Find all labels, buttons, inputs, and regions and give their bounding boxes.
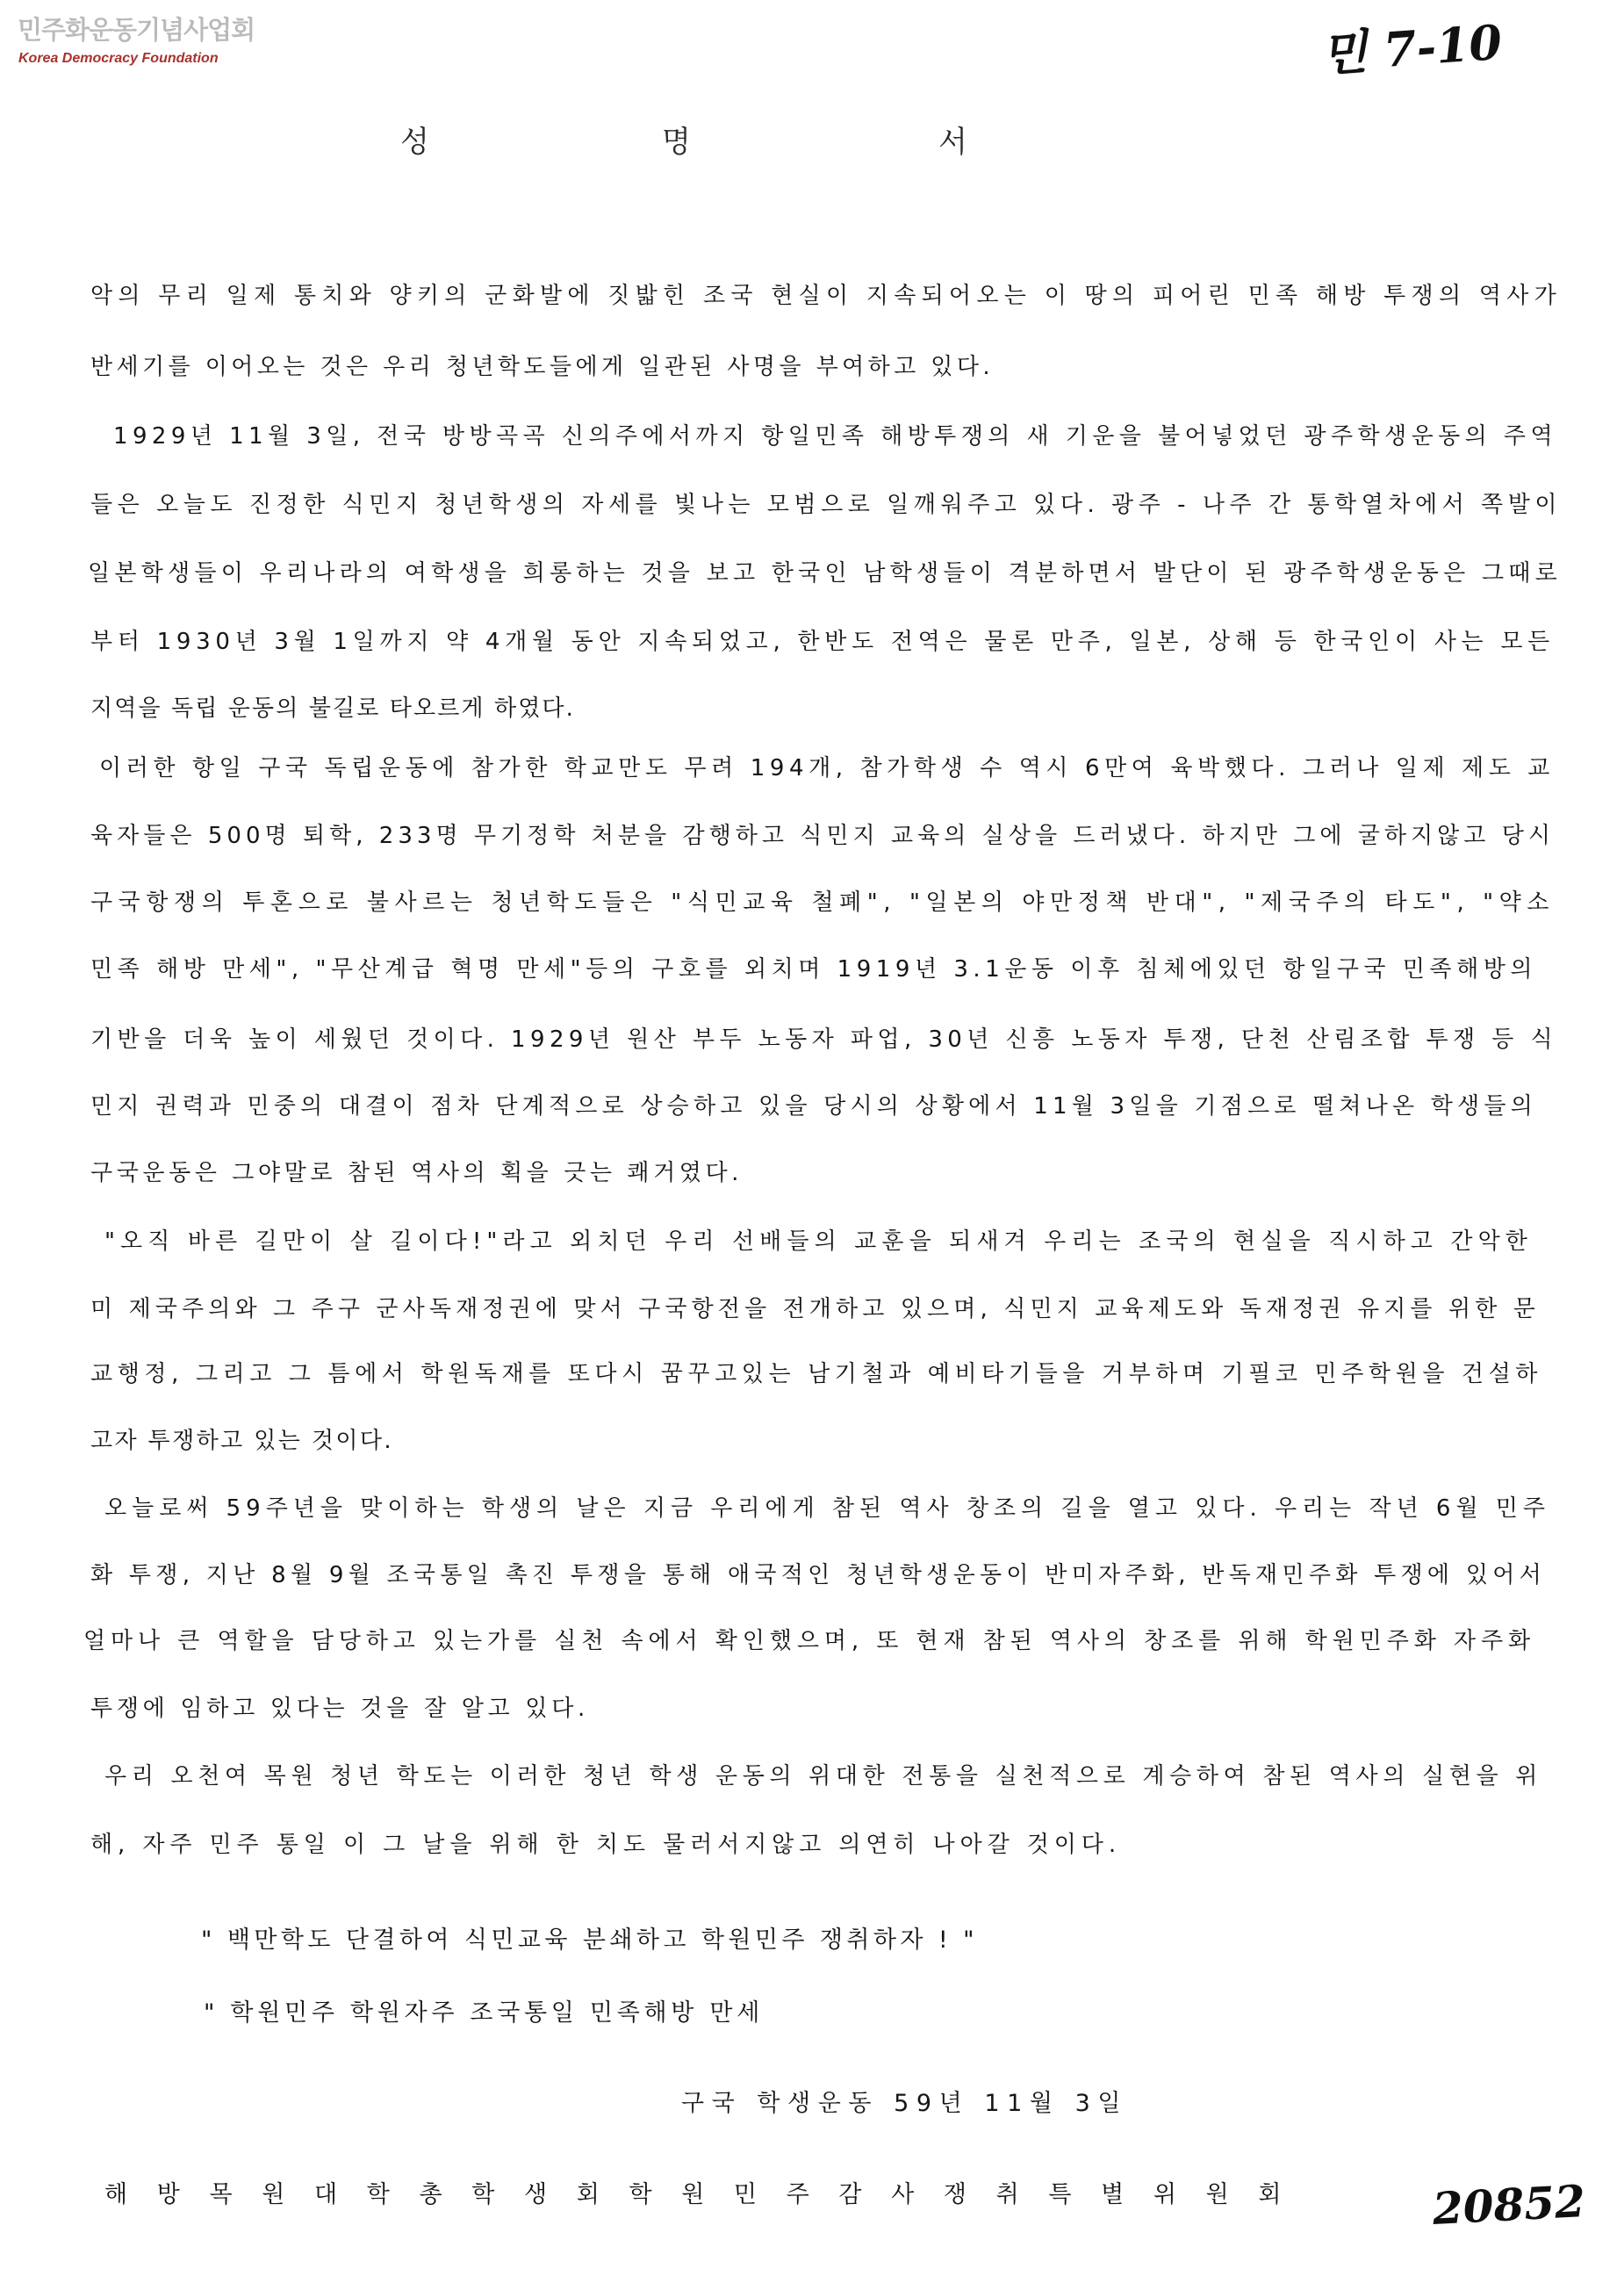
line-text: 구국항쟁의 투혼으로 불사르는 청년학도들은 "식민교육 철폐", "일본의 야만정책 반대", "제국주의 타도", "약소 xyxy=(90,889,1555,916)
line-text: 구국운동은 그야말로 참된 역사의 획을 긋는 쾌거였다. xyxy=(90,1160,743,1186)
line-text: 오늘로써 59주년을 맞이하는 학생의 날은 지금 우리에게 참된 역사 창조의 길을 열고 있다. 우리는 작년 6월 민주 xyxy=(104,1495,1550,1522)
line-text: 이러한 항일 구국 독립운동에 참가한 학교만도 무려 194개, 참가학생 수 역시 6만여 육박했다. 그러나 일제 제도 교 xyxy=(99,755,1555,781)
line-text: 육자들은 500명 퇴학, 233명 무기정학 처분을 감행하고 식민지 교육의 실상을 드러냈다. 하지만 그에 굴하지않고 당시 xyxy=(90,823,1555,849)
text-line xyxy=(99,753,1555,783)
line-text: 들은 오늘도 진정한 식민지 청년학생의 자세를 빛나는 모범으로 일깨워주고 있다. 광주 - 나주 간 통학열차에서 쪽발이 xyxy=(90,492,1562,518)
line-text: 얼마나 큰 역할을 담당하고 있는가를 실천 속에서 확인했으며, 또 현재 참된 역사의 창조를 위해 학원민주화 자주화 xyxy=(83,1628,1535,1654)
text-line xyxy=(90,1426,393,1456)
slogan-text: " 백만학도 단결하여 식민교육 분쇄하고 학원민주 쟁취하자 ! " xyxy=(201,1927,978,1954)
title-char: 서 xyxy=(938,125,967,160)
line-text: 투쟁에 임하고 있다는 것을 잘 알고 있다. xyxy=(90,1696,589,1722)
line-text: 미 제국주의와 그 주구 군사독재정권에 맞서 구국항전을 전개하고 있으며, 식민지 교육제도와 독재정권 유지를 위한 문 xyxy=(90,1296,1540,1322)
line-text: 지역을 독립 운동의 불길로 타오르게 하였다. xyxy=(90,695,575,722)
line-text: "오직 바른 길만이 살 길이다!"라고 외치던 우리 선배들의 교훈을 되새겨 우리는 조국의 현실을 직시하고 간악한 xyxy=(104,1228,1533,1255)
text-line xyxy=(90,281,1562,311)
line-text: 민족 해방 만세", "무산계급 혁명 만세"등의 구호를 외치며 1919년 3.1운동 이후 침체에있던 항일구국 민족해방의 xyxy=(90,956,1537,983)
line-text: 기반을 더욱 높이 세웠던 것이다. 1929년 원산 부두 노동자 파업, 30년 신흥 노동자 투쟁, 단천 산림조합 투쟁 등 식 xyxy=(90,1026,1557,1053)
text-line xyxy=(104,1761,1542,1791)
slogan-line xyxy=(204,1999,764,2028)
watermark-english-text: Korea Democracy Foundation xyxy=(18,51,219,66)
text-line xyxy=(90,1091,1537,1121)
line-text: 반세기를 이어오는 것은 우리 청년학도들에게 일관된 사명을 부여하고 있다. xyxy=(90,354,994,380)
slogan-text: " 학원민주 학원자주 조국통일 민족해방 만세 xyxy=(204,1999,764,2027)
text-line xyxy=(104,1494,1550,1523)
line-text: 해, 자주 민주 통일 이 그 날을 위해 한 치도 물러서지않고 의연히 나아갈 것이다. xyxy=(90,1832,1121,1858)
text-line xyxy=(90,1560,1546,1590)
text-line xyxy=(113,421,1557,451)
title-char: 성 xyxy=(400,125,429,160)
text-line xyxy=(83,1626,1535,1656)
line-text: 악의 무리 일제 통치와 양키의 군화발에 짓밟힌 조국 현실이 지속되어오는 이 땅의 피어린 민족 해방 투쟁의 역사가 xyxy=(90,283,1562,309)
line-text: 민지 권력과 민중의 대결이 점차 단계적으로 상승하고 있을 당시의 상황에서 11월 3일을 기점으로 떨쳐나온 학생들의 xyxy=(90,1093,1537,1120)
line-text: 교행정, 그리고 그 틈에서 학원독재를 또다시 꿈꾸고있는 남기철과 예비타기들을 거부하며 기필코 민주학원을 건설하 xyxy=(90,1361,1542,1387)
text-line xyxy=(90,1830,1121,1860)
text-line xyxy=(90,627,1555,657)
text-line xyxy=(90,490,1562,520)
title-char: 명 xyxy=(662,125,691,160)
text-line xyxy=(90,1359,1542,1389)
text-line xyxy=(104,1227,1533,1257)
text-line xyxy=(90,954,1537,984)
line-text: 일본학생들이 우리나라의 여학생을 희롱하는 것을 보고 한국인 남학생들이 격분하면서 발단이 된 광주학생운동은 그때로 xyxy=(88,560,1562,587)
watermark-korean-text: 민주화운동기념사업회 xyxy=(18,15,255,45)
line-text: 고자 투쟁하고 있는 것이다. xyxy=(90,1428,393,1454)
text-line xyxy=(90,888,1555,918)
line-text: 화 투쟁, 지난 8월 9월 조국통일 촉진 투쟁을 통해 애국적인 청년학생운동이 반미자주화, 반독재민주화 투쟁에 있어서 xyxy=(90,1562,1546,1588)
text-line xyxy=(90,1694,589,1724)
text-line xyxy=(90,1158,743,1188)
line-text: 우리 오천여 목원 청년 학도는 이러한 청년 학생 운동의 위대한 전통을 실천적으로 계승하여 참된 역사의 실현을 위 xyxy=(104,1763,1542,1790)
issuer-text: 해 방 목 원 대 학 총 학 생 회 학 원 민 주 감 사 쟁 취 특 별 위 원 회 xyxy=(104,2181,1292,2208)
text-line xyxy=(90,821,1555,851)
handwritten-archive-number: 20852 xyxy=(1431,2174,1587,2235)
slogan-line xyxy=(201,1926,978,1955)
text-line xyxy=(90,1025,1557,1055)
text-line xyxy=(90,1294,1540,1324)
line-text: 1929년 11월 3일, 전국 방방곡곡 신의주에서까지 항일민족 해방투쟁의 새 기운을 불어넣었던 광주학생운동의 주역 xyxy=(113,423,1557,450)
line-text: 부터 1930년 3월 1일까지 약 4개월 동안 지속되었고, 한반도 전역은 물론 만주, 일본, 상해 등 한국인이 사는 모든 xyxy=(90,629,1555,655)
issuer-line xyxy=(104,2180,1292,2210)
text-line xyxy=(90,352,994,382)
text-line xyxy=(88,558,1562,588)
handwritten-reference: 민 7-10 xyxy=(1319,13,1505,83)
date-line xyxy=(681,2089,1128,2119)
text-line xyxy=(90,694,575,724)
date-text: 구국 학생운동 59년 11월 3일 xyxy=(681,2090,1128,2117)
